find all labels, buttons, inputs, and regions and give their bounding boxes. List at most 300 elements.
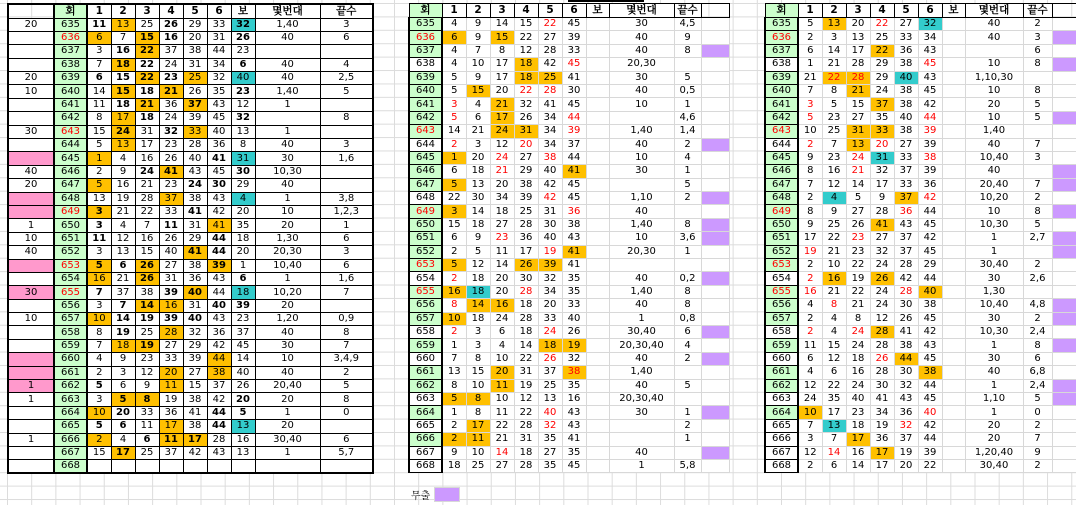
round-cell[interactable]: 662 bbox=[765, 379, 798, 392]
no-show-indicator-cell[interactable] bbox=[1052, 392, 1076, 405]
round-cell[interactable]: 661 bbox=[409, 366, 442, 379]
number-3-cell[interactable]: 24 bbox=[135, 165, 159, 178]
number-6-cell[interactable]: 39 bbox=[562, 31, 586, 44]
number-5-cell[interactable]: 32 bbox=[894, 379, 918, 392]
number-4-cell[interactable]: 28 bbox=[514, 285, 538, 298]
bonus-cell[interactable] bbox=[942, 125, 965, 138]
number-3-cell[interactable]: 16 bbox=[135, 152, 159, 165]
lastdigit-cell[interactable] bbox=[320, 165, 373, 178]
range-cell[interactable]: 30 bbox=[609, 406, 674, 419]
round-cell[interactable]: 668 bbox=[765, 459, 798, 472]
number-1-cell[interactable]: 6 bbox=[442, 165, 466, 178]
group-marker-cell[interactable]: 10 bbox=[8, 232, 54, 245]
number-3-cell[interactable]: 16 bbox=[490, 299, 514, 312]
number-3-cell[interactable]: 6 bbox=[135, 433, 159, 446]
number-1-cell[interactable]: 12 bbox=[798, 379, 822, 392]
number-5-cell[interactable]: 30 bbox=[538, 218, 562, 231]
no-show-indicator-cell[interactable] bbox=[1052, 218, 1076, 231]
number-2-cell[interactable]: 4 bbox=[111, 152, 135, 165]
group-marker-cell[interactable]: 1 bbox=[8, 433, 54, 446]
number-3-cell[interactable]: 23 bbox=[846, 406, 870, 419]
number-5-cell[interactable]: 43 bbox=[894, 218, 918, 231]
round-cell[interactable]: 656 bbox=[54, 299, 87, 312]
number-2-cell[interactable]: 7 bbox=[822, 433, 846, 446]
number-6-cell[interactable]: 44 bbox=[207, 246, 231, 259]
header-cell-round[interactable]: 회 bbox=[765, 4, 798, 18]
number-6-cell[interactable]: 43 bbox=[207, 272, 231, 285]
number-6-cell[interactable]: 35 bbox=[207, 85, 231, 98]
round-cell[interactable]: 649 bbox=[54, 205, 87, 218]
bonus-cell[interactable] bbox=[942, 151, 965, 164]
bonus-cell[interactable]: 6 bbox=[231, 58, 255, 71]
range-cell[interactable]: 40 bbox=[965, 138, 1023, 151]
round-cell[interactable]: 665 bbox=[765, 419, 798, 432]
bonus-cell[interactable] bbox=[586, 232, 609, 245]
group-marker-cell[interactable]: 40 bbox=[8, 246, 54, 259]
round-cell[interactable]: 661 bbox=[54, 366, 87, 379]
number-3-cell[interactable]: 21 bbox=[846, 299, 870, 312]
lastdigit-cell[interactable]: 8 bbox=[674, 44, 701, 57]
number-1-cell[interactable]: 3 bbox=[798, 98, 822, 111]
bonus-cell[interactable] bbox=[942, 312, 965, 325]
range-cell[interactable] bbox=[609, 178, 674, 191]
round-cell[interactable]: 638 bbox=[409, 58, 442, 71]
group-marker-cell[interactable] bbox=[8, 152, 54, 165]
round-cell[interactable]: 639 bbox=[54, 72, 87, 85]
number-3-cell[interactable]: 10 bbox=[490, 392, 514, 405]
range-cell[interactable]: 20 bbox=[255, 393, 320, 406]
no-show-indicator-cell[interactable] bbox=[701, 406, 729, 419]
number-1-cell[interactable]: 5 bbox=[442, 259, 466, 272]
number-1-cell[interactable]: 5 bbox=[87, 179, 111, 192]
bonus-cell[interactable]: 26 bbox=[231, 380, 255, 393]
number-4-cell[interactable]: 26 bbox=[159, 152, 183, 165]
range-cell[interactable]: 1,30 bbox=[255, 232, 320, 245]
range-cell[interactable]: 1 bbox=[255, 98, 320, 111]
number-5-cell[interactable]: 33 bbox=[894, 31, 918, 44]
lastdigit-cell[interactable]: 7 bbox=[320, 286, 373, 299]
lastdigit-cell[interactable]: 0,9 bbox=[320, 313, 373, 326]
lastdigit-cell[interactable]: 8 bbox=[674, 218, 701, 231]
group-marker-cell[interactable] bbox=[8, 326, 54, 339]
lastdigit-cell[interactable]: 2 bbox=[674, 138, 701, 151]
no-show-indicator-cell[interactable] bbox=[701, 98, 729, 111]
number-6-cell[interactable]: 42 bbox=[207, 205, 231, 218]
number-1-cell[interactable]: 2 bbox=[87, 366, 111, 379]
lastdigit-cell[interactable]: 3,4,9 bbox=[320, 353, 373, 366]
bonus-cell[interactable] bbox=[586, 299, 609, 312]
number-2-cell[interactable]: 10 bbox=[466, 58, 490, 71]
number-4-cell[interactable]: 24 bbox=[870, 299, 894, 312]
number-4-cell[interactable]: 24 bbox=[159, 112, 183, 125]
number-2-cell[interactable]: 17 bbox=[111, 447, 135, 460]
number-5-cell[interactable]: 27 bbox=[538, 446, 562, 459]
range-cell[interactable]: 1 bbox=[965, 339, 1023, 352]
no-show-indicator-cell[interactable] bbox=[701, 433, 729, 446]
number-1-cell[interactable]: 5 bbox=[87, 420, 111, 433]
no-show-indicator-cell[interactable] bbox=[1052, 205, 1076, 218]
round-cell[interactable]: 652 bbox=[765, 245, 798, 258]
range-cell[interactable]: 1,40 bbox=[255, 85, 320, 98]
number-4-cell[interactable]: 23 bbox=[159, 72, 183, 85]
number-3-cell[interactable]: 14 bbox=[135, 299, 159, 312]
round-cell[interactable]: 651 bbox=[54, 232, 87, 245]
bonus-cell[interactable] bbox=[586, 138, 609, 151]
number-1-cell[interactable]: 7 bbox=[87, 286, 111, 299]
range-cell[interactable]: 10,40 bbox=[965, 151, 1023, 164]
number-5-cell[interactable]: 40 bbox=[183, 152, 207, 165]
round-cell[interactable]: 647 bbox=[765, 178, 798, 191]
number-3-cell[interactable]: 17 bbox=[846, 433, 870, 446]
round-cell[interactable]: 647 bbox=[54, 179, 87, 192]
number-4-cell[interactable]: 17 bbox=[159, 420, 183, 433]
number-2-cell[interactable]: 12 bbox=[822, 178, 846, 191]
number-6-cell[interactable]: 44 bbox=[207, 286, 231, 299]
number-6-cell[interactable]: 41 bbox=[207, 219, 231, 232]
number-1-cell[interactable]: 5 bbox=[87, 139, 111, 152]
group-marker-cell[interactable] bbox=[8, 259, 54, 272]
lastdigit-cell[interactable] bbox=[320, 45, 373, 58]
number-5-cell[interactable]: 37 bbox=[894, 433, 918, 446]
number-3-cell[interactable]: 15 bbox=[490, 31, 514, 44]
range-cell[interactable]: 30 bbox=[965, 352, 1023, 365]
lastdigit-cell[interactable]: 1 bbox=[320, 219, 373, 232]
lastdigit-cell[interactable]: 0 bbox=[1023, 406, 1052, 419]
number-6-cell[interactable]: 40 bbox=[918, 285, 942, 298]
number-6-cell[interactable]: 45 bbox=[918, 84, 942, 97]
round-cell[interactable]: 651 bbox=[409, 232, 442, 245]
number-4-cell[interactable]: 28 bbox=[514, 218, 538, 231]
round-cell[interactable]: 648 bbox=[409, 192, 442, 205]
number-6-cell[interactable]: 30 bbox=[562, 84, 586, 97]
bonus-cell[interactable]: 45 bbox=[231, 339, 255, 352]
bonus-cell[interactable] bbox=[586, 312, 609, 325]
bonus-cell[interactable] bbox=[586, 58, 609, 71]
range-cell[interactable]: 1 bbox=[965, 245, 1023, 258]
number-3-cell[interactable]: 15 bbox=[135, 246, 159, 259]
no-show-indicator-cell[interactable] bbox=[701, 151, 729, 164]
number-1-cell[interactable]: 7 bbox=[87, 58, 111, 71]
number-4-cell[interactable]: 18 bbox=[514, 325, 538, 338]
number-3-cell[interactable]: 16 bbox=[846, 366, 870, 379]
number-2-cell[interactable]: 19 bbox=[111, 192, 135, 205]
round-cell[interactable]: 646 bbox=[765, 165, 798, 178]
number-5-cell[interactable]: 38 bbox=[894, 98, 918, 111]
lastdigit-cell[interactable]: 5,7 bbox=[320, 447, 373, 460]
round-cell[interactable]: 652 bbox=[409, 245, 442, 258]
round-cell[interactable]: 658 bbox=[54, 326, 87, 339]
number-5-cell[interactable]: 43 bbox=[894, 392, 918, 405]
bonus-cell[interactable] bbox=[586, 111, 609, 124]
round-cell[interactable]: 636 bbox=[54, 31, 87, 44]
range-cell[interactable]: 40 bbox=[965, 31, 1023, 44]
number-3-cell[interactable]: 24 bbox=[846, 379, 870, 392]
number-6-cell[interactable]: 44 bbox=[918, 379, 942, 392]
number-1-cell[interactable]: 5 bbox=[442, 178, 466, 191]
number-3-cell[interactable]: 27 bbox=[490, 459, 514, 472]
number-3-cell[interactable]: 15 bbox=[846, 98, 870, 111]
header-cell-6[interactable]: 6 bbox=[207, 4, 231, 18]
number-5-cell[interactable]: 32 bbox=[894, 419, 918, 432]
range-cell[interactable]: 20 bbox=[965, 419, 1023, 432]
number-5-cell[interactable]: 40 bbox=[183, 286, 207, 299]
number-2-cell[interactable]: 7 bbox=[111, 31, 135, 44]
number-2-cell[interactable]: 4 bbox=[111, 433, 135, 446]
round-cell[interactable]: 642 bbox=[409, 111, 442, 124]
lastdigit-cell[interactable]: 4,6 bbox=[674, 111, 701, 124]
range-cell[interactable]: 10 bbox=[965, 205, 1023, 218]
number-3-cell[interactable]: 21 bbox=[135, 98, 159, 111]
number-6-cell[interactable]: 44 bbox=[207, 420, 231, 433]
number-4-cell[interactable]: 12 bbox=[870, 312, 894, 325]
bonus-cell[interactable] bbox=[942, 379, 965, 392]
bonus-cell[interactable]: 18 bbox=[231, 232, 255, 245]
round-cell[interactable]: 637 bbox=[54, 45, 87, 58]
group-marker-cell[interactable] bbox=[8, 406, 54, 419]
round-cell[interactable]: 639 bbox=[409, 71, 442, 84]
bonus-cell[interactable]: 20 bbox=[231, 393, 255, 406]
number-1-cell[interactable]: 8 bbox=[87, 326, 111, 339]
number-4-cell[interactable]: 33 bbox=[870, 125, 894, 138]
number-5-cell[interactable]: 18 bbox=[538, 339, 562, 352]
lastdigit-cell[interactable] bbox=[1023, 285, 1052, 298]
header-cell-끝수[interactable]: 끝수 bbox=[320, 4, 373, 18]
round-cell[interactable]: 648 bbox=[765, 192, 798, 205]
number-3-cell[interactable]: 11 bbox=[490, 245, 514, 258]
no-show-indicator-cell[interactable] bbox=[1052, 446, 1076, 459]
bonus-cell[interactable]: 13 bbox=[231, 420, 255, 433]
bonus-cell[interactable]: 30 bbox=[231, 165, 255, 178]
lastdigit-cell[interactable]: 7 bbox=[1023, 178, 1052, 191]
round-cell[interactable]: 641 bbox=[765, 98, 798, 111]
header-cell-4[interactable]: 4 bbox=[870, 4, 894, 18]
range-cell[interactable]: 40 bbox=[609, 352, 674, 365]
number-2-cell[interactable]: 9 bbox=[466, 71, 490, 84]
no-show-indicator-cell[interactable] bbox=[701, 192, 729, 205]
number-1-cell[interactable]: 13 bbox=[87, 192, 111, 205]
number-4-cell[interactable]: 28 bbox=[514, 459, 538, 472]
number-2-cell[interactable]: 20 bbox=[466, 151, 490, 164]
number-3-cell[interactable] bbox=[135, 460, 159, 473]
no-show-indicator-cell[interactable] bbox=[1052, 71, 1076, 84]
number-4-cell[interactable]: 28 bbox=[514, 312, 538, 325]
number-2-cell[interactable]: 18 bbox=[111, 339, 135, 352]
range-cell[interactable]: 1,10 bbox=[965, 392, 1023, 405]
lastdigit-cell[interactable]: 2 bbox=[1023, 459, 1052, 472]
range-cell[interactable]: 40 bbox=[609, 84, 674, 97]
range-cell[interactable] bbox=[255, 460, 320, 473]
number-6-cell[interactable]: 41 bbox=[562, 259, 586, 272]
bonus-cell[interactable] bbox=[942, 138, 965, 151]
bonus-cell[interactable]: 13 bbox=[231, 125, 255, 138]
number-5-cell[interactable]: 36 bbox=[894, 205, 918, 218]
bonus-cell[interactable] bbox=[586, 165, 609, 178]
number-2-cell[interactable]: 23 bbox=[822, 111, 846, 124]
lastdigit-cell[interactable]: 3 bbox=[320, 246, 373, 259]
round-cell[interactable]: 668 bbox=[409, 459, 442, 472]
number-5-cell[interactable]: 40 bbox=[894, 111, 918, 124]
range-cell[interactable]: 30 bbox=[255, 152, 320, 165]
number-1-cell[interactable]: 3 bbox=[442, 98, 466, 111]
group-marker-cell[interactable] bbox=[8, 460, 54, 473]
lastdigit-cell[interactable]: 5 bbox=[320, 380, 373, 393]
range-cell[interactable]: 20,30 bbox=[609, 245, 674, 258]
lastdigit-cell[interactable]: 1,6 bbox=[320, 272, 373, 285]
number-1-cell[interactable]: 7 bbox=[798, 84, 822, 97]
bonus-cell[interactable]: 5 bbox=[231, 406, 255, 419]
round-cell[interactable]: 644 bbox=[54, 139, 87, 152]
number-4-cell[interactable]: 41 bbox=[870, 218, 894, 231]
number-6-cell[interactable]: 44 bbox=[207, 45, 231, 58]
lastdigit-cell[interactable]: 6 bbox=[674, 325, 701, 338]
group-marker-cell[interactable] bbox=[8, 299, 54, 312]
header-cell-3[interactable]: 3 bbox=[846, 4, 870, 18]
round-cell[interactable]: 636 bbox=[409, 31, 442, 44]
header-cell-5[interactable]: 5 bbox=[894, 4, 918, 18]
bonus-cell[interactable] bbox=[586, 31, 609, 44]
lastdigit-cell[interactable] bbox=[1023, 245, 1052, 258]
number-3-cell[interactable]: 18 bbox=[846, 352, 870, 365]
number-1-cell[interactable]: 10 bbox=[442, 312, 466, 325]
round-cell[interactable]: 643 bbox=[54, 125, 87, 138]
group-marker-cell[interactable] bbox=[8, 339, 54, 352]
number-3-cell[interactable]: 8 bbox=[846, 312, 870, 325]
number-3-cell[interactable]: 23 bbox=[846, 245, 870, 258]
number-2-cell[interactable]: 15 bbox=[466, 84, 490, 97]
number-4-cell[interactable]: 37 bbox=[159, 45, 183, 58]
number-1-cell[interactable] bbox=[87, 460, 111, 473]
number-2-cell[interactable]: 24 bbox=[111, 125, 135, 138]
range-cell[interactable] bbox=[255, 45, 320, 58]
number-5-cell[interactable]: 31 bbox=[538, 205, 562, 218]
number-3-cell[interactable]: 12 bbox=[490, 138, 514, 151]
bonus-cell[interactable] bbox=[942, 178, 965, 191]
number-6-cell[interactable]: 34 bbox=[918, 31, 942, 44]
number-1-cell[interactable]: 4 bbox=[798, 299, 822, 312]
number-4-cell[interactable]: 39 bbox=[159, 313, 183, 326]
number-4-cell[interactable]: 18 bbox=[514, 71, 538, 84]
range-cell[interactable]: 1 bbox=[609, 459, 674, 472]
number-2-cell[interactable]: 18 bbox=[466, 218, 490, 231]
number-6-cell[interactable]: 35 bbox=[562, 285, 586, 298]
number-4-cell[interactable]: 11 bbox=[159, 219, 183, 232]
number-2-cell[interactable]: 14 bbox=[466, 299, 490, 312]
number-2-cell[interactable]: 8 bbox=[466, 352, 490, 365]
header-cell-1[interactable]: 1 bbox=[87, 4, 111, 18]
no-show-indicator-cell[interactable] bbox=[701, 44, 729, 57]
bonus-cell[interactable] bbox=[586, 245, 609, 258]
header-cell-보[interactable]: 보 bbox=[586, 4, 609, 18]
number-4-cell[interactable]: 36 bbox=[159, 98, 183, 111]
no-show-indicator-cell[interactable] bbox=[1052, 379, 1076, 392]
bonus-cell[interactable] bbox=[942, 232, 965, 245]
group-marker-cell[interactable]: 30 bbox=[8, 286, 54, 299]
number-3-cell[interactable]: 31 bbox=[846, 125, 870, 138]
number-6-cell[interactable]: 39 bbox=[207, 259, 231, 272]
no-show-indicator-cell[interactable] bbox=[701, 125, 729, 138]
bonus-cell[interactable] bbox=[942, 392, 965, 405]
number-4-cell[interactable]: 36 bbox=[514, 232, 538, 245]
group-marker-cell[interactable] bbox=[8, 366, 54, 379]
number-4-cell[interactable] bbox=[159, 460, 183, 473]
lastdigit-cell[interactable]: 1,4 bbox=[674, 125, 701, 138]
group-marker-cell[interactable] bbox=[8, 192, 54, 205]
number-2-cell[interactable]: 21 bbox=[822, 245, 846, 258]
number-1-cell[interactable]: 2 bbox=[798, 31, 822, 44]
group-marker-cell[interactable]: 20 bbox=[8, 18, 54, 31]
number-1-cell[interactable]: 8 bbox=[442, 379, 466, 392]
lastdigit-cell[interactable] bbox=[674, 366, 701, 379]
number-2-cell[interactable]: 14 bbox=[466, 205, 490, 218]
round-cell[interactable]: 668 bbox=[54, 460, 87, 473]
number-4-cell[interactable]: 12 bbox=[514, 392, 538, 405]
number-3-cell[interactable]: 40 bbox=[846, 392, 870, 405]
indicator-header-spacer[interactable] bbox=[701, 4, 729, 18]
number-5-cell[interactable]: 40 bbox=[894, 71, 918, 84]
range-cell[interactable]: 30 bbox=[965, 272, 1023, 285]
group-marker-cell[interactable]: 20 bbox=[8, 179, 54, 192]
number-1-cell[interactable]: 24 bbox=[798, 392, 822, 405]
number-5-cell[interactable]: 35 bbox=[538, 433, 562, 446]
number-2-cell[interactable]: 8 bbox=[822, 299, 846, 312]
number-5-cell[interactable]: 22 bbox=[538, 18, 562, 31]
bonus-cell[interactable]: 23 bbox=[231, 85, 255, 98]
number-1-cell[interactable]: 9 bbox=[442, 446, 466, 459]
number-6-cell[interactable]: 40 bbox=[207, 299, 231, 312]
number-5-cell[interactable]: 29 bbox=[183, 339, 207, 352]
round-cell[interactable]: 664 bbox=[409, 406, 442, 419]
header-cell-2[interactable]: 2 bbox=[466, 4, 490, 18]
no-show-indicator-cell[interactable] bbox=[701, 392, 729, 405]
lastdigit-cell[interactable]: 2 bbox=[674, 352, 701, 365]
number-3-cell[interactable]: 22 bbox=[135, 58, 159, 71]
bonus-cell[interactable] bbox=[586, 285, 609, 298]
number-6-cell[interactable]: 28 bbox=[207, 433, 231, 446]
number-6-cell[interactable]: 37 bbox=[562, 138, 586, 151]
number-1-cell[interactable]: 11 bbox=[87, 232, 111, 245]
number-4-cell[interactable]: 27 bbox=[159, 259, 183, 272]
header-cell-1[interactable]: 1 bbox=[442, 4, 466, 18]
range-cell[interactable]: 10,30 bbox=[255, 165, 320, 178]
lastdigit-cell[interactable]: 5 bbox=[1023, 392, 1052, 405]
range-cell[interactable]: 20,30,40 bbox=[609, 392, 674, 405]
lastdigit-cell[interactable]: 8 bbox=[320, 393, 373, 406]
lastdigit-cell[interactable]: 8 bbox=[320, 112, 373, 125]
number-5-cell[interactable]: 33 bbox=[183, 125, 207, 138]
bonus-cell[interactable] bbox=[586, 446, 609, 459]
header-cell-2[interactable]: 2 bbox=[111, 4, 135, 18]
number-2-cell[interactable]: 4 bbox=[822, 325, 846, 338]
bonus-cell[interactable] bbox=[586, 151, 609, 164]
round-cell[interactable]: 653 bbox=[54, 259, 87, 272]
number-3-cell[interactable]: 20 bbox=[490, 285, 514, 298]
range-cell[interactable]: 20 bbox=[255, 219, 320, 232]
number-3-cell[interactable]: 33 bbox=[135, 406, 159, 419]
lastdigit-cell[interactable]: 5 bbox=[1023, 218, 1052, 231]
number-1-cell[interactable]: 3 bbox=[87, 299, 111, 312]
round-cell[interactable]: 663 bbox=[54, 393, 87, 406]
number-3-cell[interactable]: 22 bbox=[135, 72, 159, 85]
number-4-cell[interactable]: 29 bbox=[870, 58, 894, 71]
round-cell[interactable]: 666 bbox=[409, 433, 442, 446]
header-cell-3[interactable]: 3 bbox=[135, 4, 159, 18]
number-5-cell[interactable]: 42 bbox=[538, 58, 562, 71]
number-3-cell[interactable]: 5 bbox=[846, 192, 870, 205]
round-cell[interactable]: 667 bbox=[409, 446, 442, 459]
bonus-cell[interactable]: 12 bbox=[231, 98, 255, 111]
number-6-cell[interactable]: 30 bbox=[207, 179, 231, 192]
number-2-cell[interactable]: 14 bbox=[822, 446, 846, 459]
